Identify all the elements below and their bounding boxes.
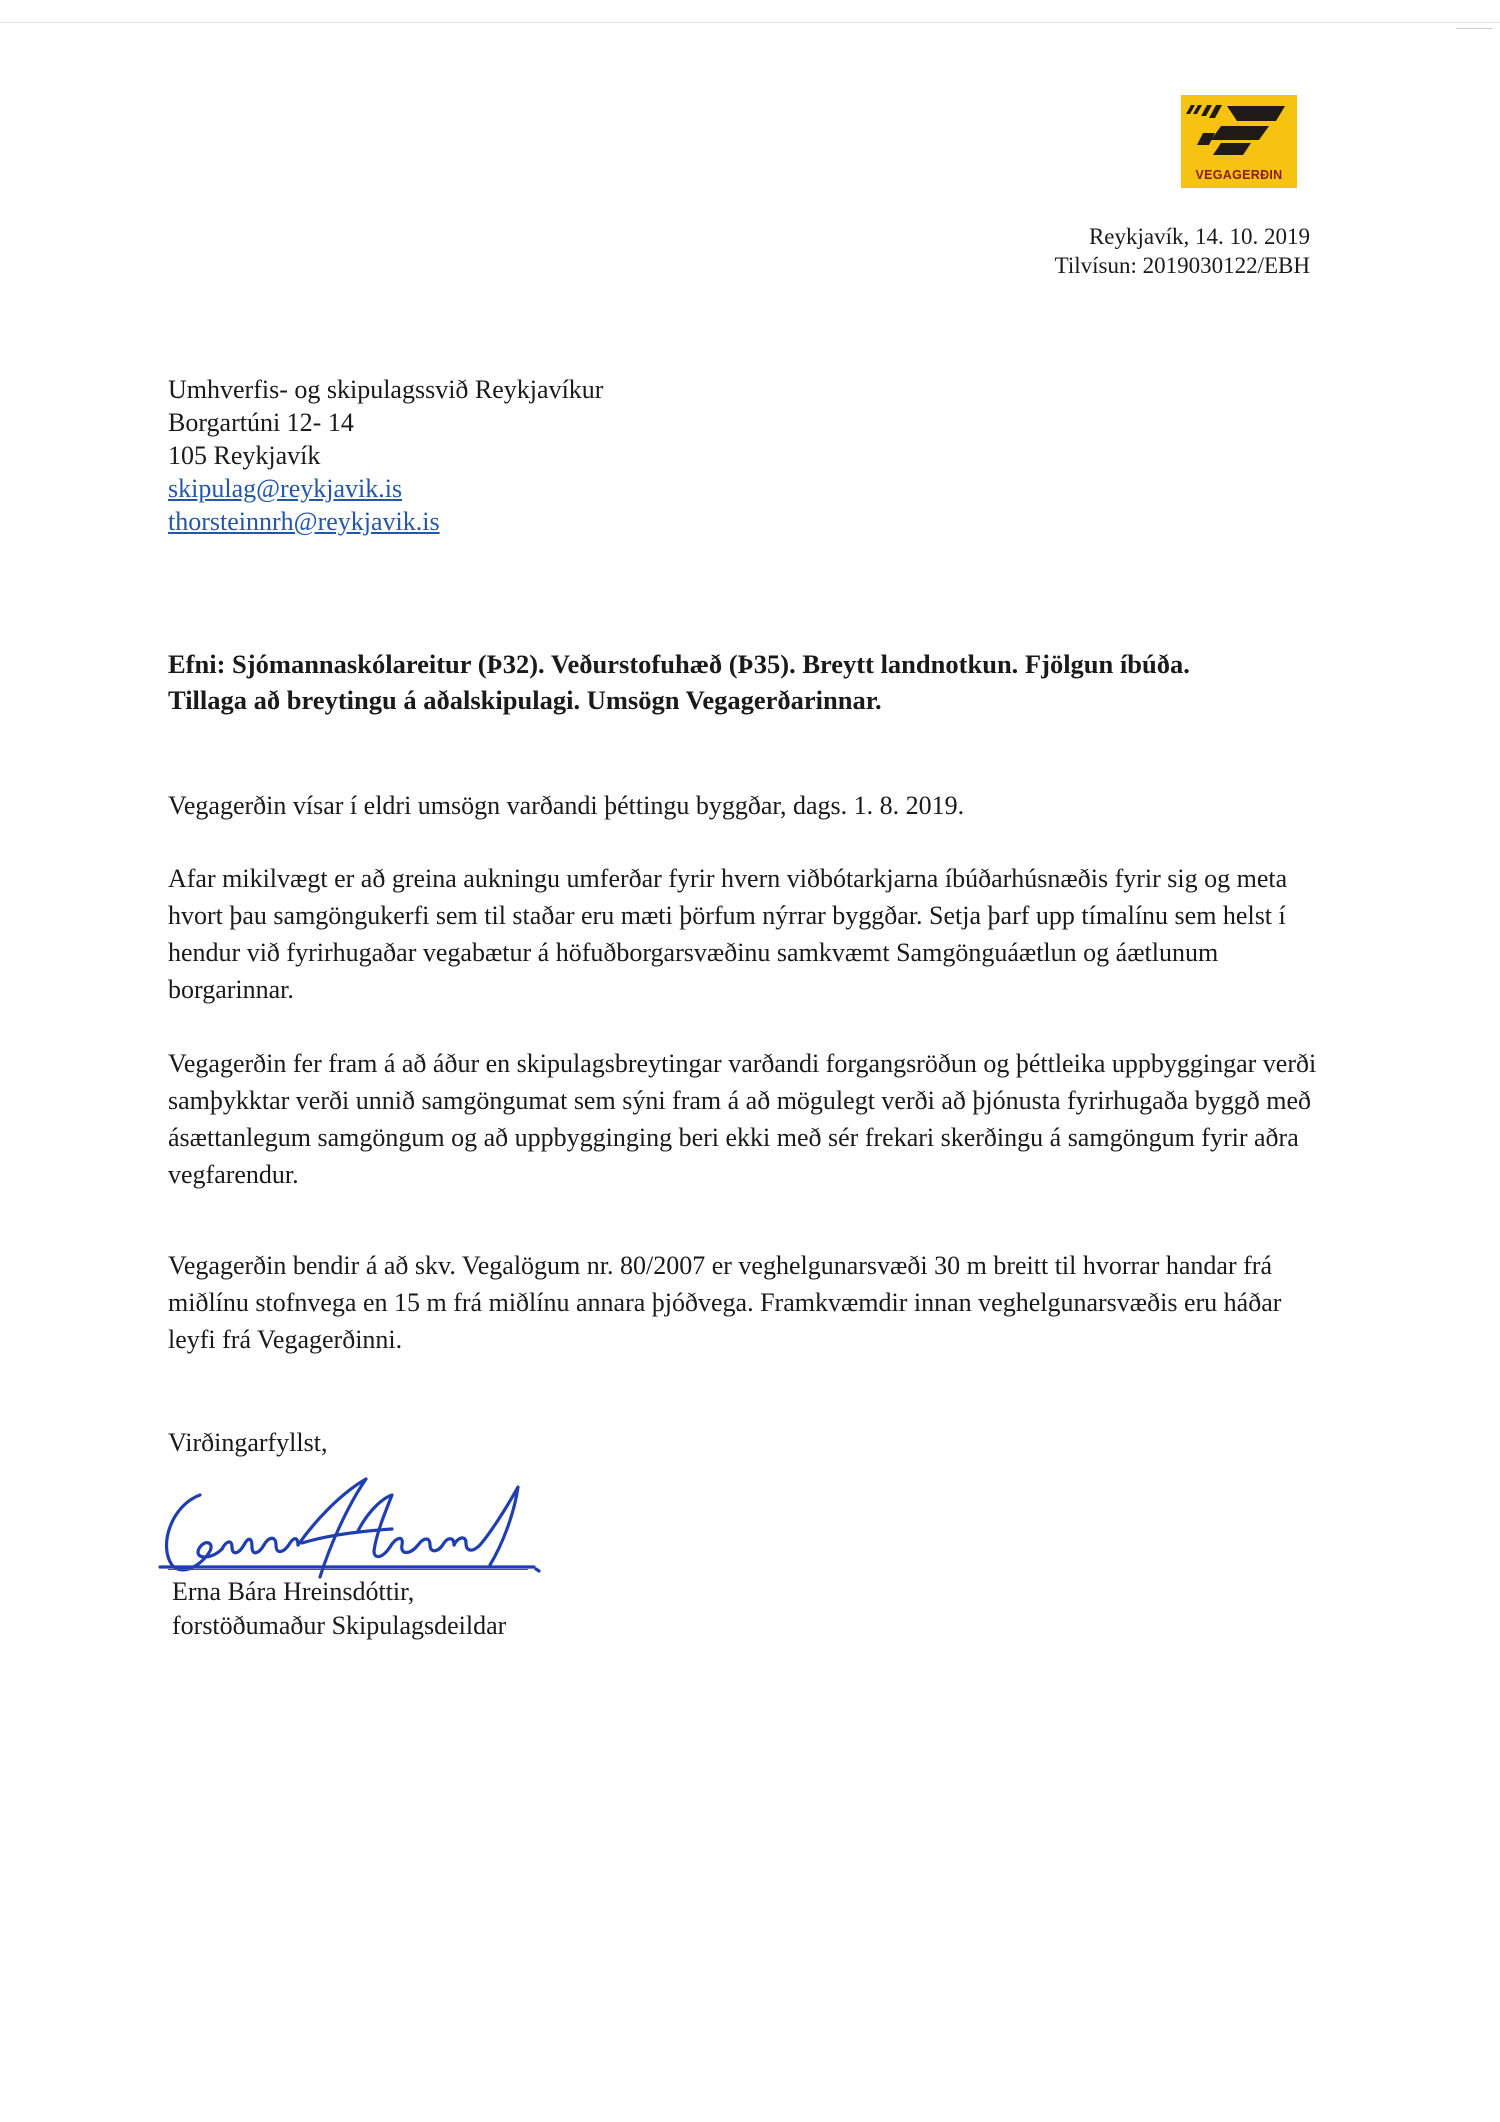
- body-paragraph: Afar mikilvægt er að greina aukningu umferðar fyrir hvern viðbótarkjarna íbúðarhúsnæðis fyrir sig og meta hvort þau samgöngukerfi sem til staðar eru mæti þörfum nýrrar byggðar. Setja þarf upp tímalínu sem helst í hendur við fyrirhugaðar vegabætur á höfuðborgarsvæðinu samkvæmt Samgönguáætlun og áætlunum borgarinnar.: [168, 864, 1288, 1004]
- recipient-city: 105 Reykjavík: [168, 441, 321, 470]
- date-reference-block: [1055, 222, 1310, 280]
- signature-line: [168, 1569, 528, 1570]
- logo-wordmark: VEGAGERÐIN: [1195, 168, 1283, 182]
- recipient-name: Umhverfis- og skipulagssvið Reykjavíkur: [168, 375, 604, 404]
- body-paragraph: Vegagerðin fer fram á að áður en skipulagsbreytingar varðandi forgangsröðun og þéttleika uppbyggingar verði samþykktar verði unnið samgöngumat sem sýni fram á að mögulegt verði að þjónusta fyrirhugaða byggð með ásættanlegum samgöngum og að uppbygginging beri ekki með sér frekari skerðingu á samgöngum fyrir aðra vegfarendur.: [168, 1049, 1317, 1189]
- vegagerdin-logo: [1181, 95, 1297, 188]
- signer-name: Erna Bára Hreinsdóttir,: [172, 1577, 415, 1606]
- subject-line: Tillaga að breytingu á aðalskipulagi. Umsögn Vegagerðarinnar.: [168, 685, 882, 715]
- reference-number: Tilvísun: 2019030122/EBH: [1054, 253, 1310, 278]
- subject-line: Efni: Sjómannaskólareitur (Þ32). Veðurstofuhæð (Þ35). Breytt landnotkun. Fjölgun íbúða.: [168, 649, 1190, 679]
- body-paragraph: Vegagerðin bendir á að skv. Vegalögum nr. 80/2007 er veghelgunarsvæði 30 m breitt til hvorrar handar frá miðlínu stofnvega en 15 m frá miðlínu annara þjóðvega. Framkvæmdir innan veghelgunarsvæðis eru háðar leyfi frá Vegagerðinni.: [168, 1251, 1282, 1354]
- closing-salutation: Virðingarfyllst,: [168, 1428, 328, 1457]
- recipient-email-link[interactable]: thorsteinnrh@reykjavik.is: [168, 507, 440, 536]
- scan-corner-mark: [1456, 28, 1492, 29]
- recipient-email-link[interactable]: skipulag@reykjavik.is: [168, 474, 403, 503]
- recipient-address: [168, 373, 603, 538]
- signer-title: forstöðumaður Skipulagsdeildar: [172, 1611, 507, 1640]
- letter-date: Reykjavík, 14. 10. 2019: [1088, 224, 1310, 249]
- recipient-street: Borgartúni 12- 14: [168, 408, 354, 437]
- body-paragraph: Vegagerðin vísar í eldri umsögn varðandi þéttingu byggðar, dags. 1. 8. 2019.: [168, 791, 965, 820]
- scan-edge-line: [0, 22, 1500, 23]
- subject-heading: [168, 646, 1348, 718]
